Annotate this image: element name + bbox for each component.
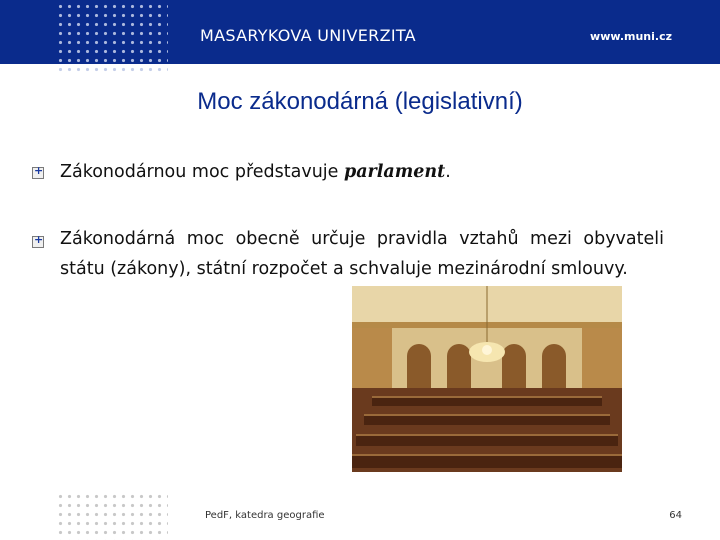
footer-text: PedF, katedra geografie: [205, 510, 325, 521]
footer-dot-pattern: [56, 492, 168, 540]
bullet-text-after: .: [445, 162, 451, 182]
header-bar: [0, 0, 720, 64]
bullet-icon: [32, 236, 44, 248]
parliament-hall-photo: [352, 286, 622, 472]
page-number: 64: [669, 510, 682, 521]
bullet-definition: Zákonodárná moc obecně určuje pravidla vztahů mezi obyvateli státu (zákony), státní rozpočet a schvaluje mezinárodní smlouvy.: [60, 229, 664, 279]
bullet-icon: [32, 167, 44, 179]
slide-title: Moc zákonodárná (legislativní): [197, 88, 523, 115]
university-name: MASARYKOVA UNIVERZITA: [200, 26, 416, 45]
bullet-parlament: [60, 157, 664, 187]
university-url[interactable]: www.muni.cz: [590, 30, 672, 43]
logo-dot-pattern: [56, 2, 168, 76]
bullet-text-before: Zákonodárnou moc představuje: [60, 162, 344, 182]
bullet-emphasis: parlament: [343, 162, 446, 182]
